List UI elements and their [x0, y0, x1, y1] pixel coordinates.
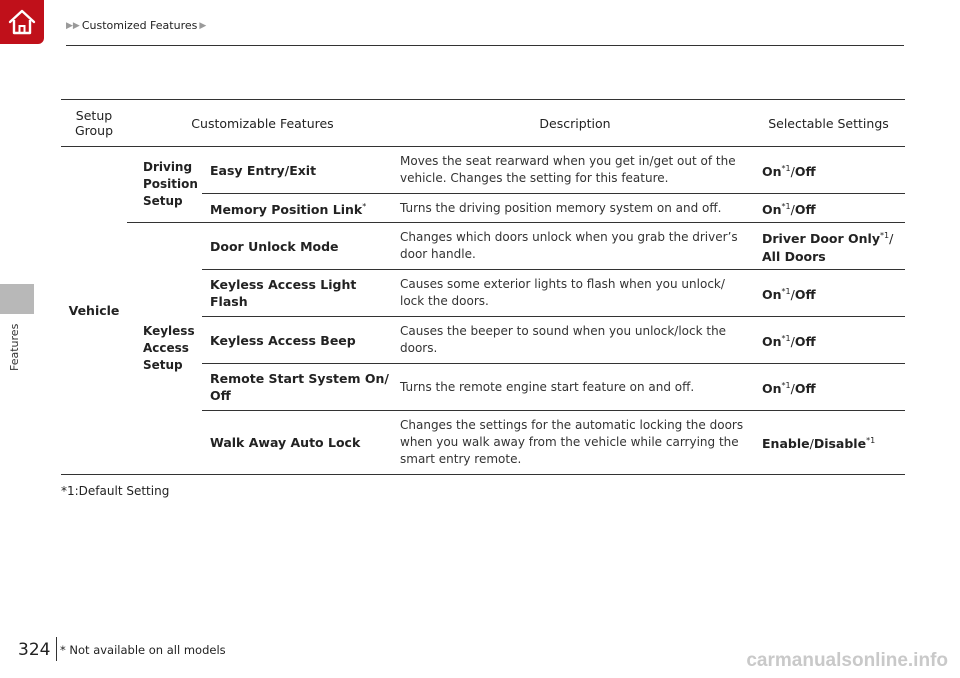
feature-name: Walk Away Auto Lock — [202, 411, 398, 475]
page-number: 324 — [18, 640, 51, 660]
feature-name: Door Unlock Mode — [202, 223, 398, 270]
selectable-settings: Driver Door Only$^{*1}$/ All Doors — [752, 223, 905, 270]
selectable-settings: On$^{*1}$/Off — [752, 364, 905, 411]
default-setting-footnote: *1:Default Setting — [61, 484, 170, 498]
feature-description: Changes the settings for the automatic locking the doors when you walk away from the vehicle while carrying the smart entry remote. — [398, 411, 752, 475]
feature-description: Turns the driving position memory system on and off. — [398, 194, 752, 223]
feature-name: Remote Start System On/ Off — [202, 364, 398, 411]
selectable-settings: Enable/Disable$^{*1}$ — [752, 411, 905, 475]
setup-group-vehicle: Vehicle — [61, 147, 127, 475]
section-label: Features — [8, 323, 21, 371]
breadcrumb — [66, 19, 206, 32]
watermark: carmanualsonline.info — [746, 650, 948, 671]
table-row — [61, 147, 905, 194]
subgroup-keyless-access-setup: Keyless Access Setup — [127, 223, 202, 475]
feature-description: Changes which doors unlock when you grab the driver’s door handle. — [398, 223, 752, 270]
breadcrumb-link[interactable]: Customized Features — [81, 19, 198, 32]
customizable-features-table — [61, 99, 905, 475]
feature-name: Easy Entry/Exit — [202, 147, 398, 194]
selectable-settings: On$^{*1}$/Off — [752, 147, 905, 194]
breadcrumb-arrow-icon: ▶ — [199, 20, 207, 31]
table-header-row — [61, 100, 905, 147]
subgroup-driving-position-setup: Driving Position Setup — [127, 147, 202, 223]
feature-description: Moves the seat rearward when you get in/get out of the vehicle. Changes the setting for this feature. — [398, 147, 752, 194]
feature-name: Keyless Access Beep — [202, 317, 398, 364]
header-description: Description — [398, 100, 752, 147]
header-setup-group: Setup Group — [61, 100, 127, 147]
feature-description: Causes the beeper to sound when you unlock/lock the doors. — [398, 317, 752, 364]
availability-note: * Not available on all models — [60, 643, 226, 657]
header-divider — [66, 45, 904, 46]
settings-table-container — [61, 99, 905, 475]
home-button[interactable] — [0, 0, 44, 44]
table-row — [61, 223, 905, 270]
feature-name: Keyless Access Light Flash — [202, 270, 398, 317]
feature-description: Causes some exterior lights to flash when you unlock/ lock the doors. — [398, 270, 752, 317]
home-icon — [6, 7, 38, 37]
footer-divider — [56, 637, 57, 661]
selectable-settings: On$^{*1}$/Off — [752, 317, 905, 364]
section-tab[interactable] — [0, 284, 34, 314]
selectable-settings: On$^{*1}$/Off — [752, 270, 905, 317]
header-selectable-settings: Selectable Settings — [752, 100, 905, 147]
breadcrumb-arrow-icon: ▶▶ — [66, 20, 80, 31]
feature-name: Memory Position Link* — [202, 194, 398, 223]
header-customizable-features: Customizable Features — [127, 100, 398, 147]
feature-description: Turns the remote engine start feature on and off. — [398, 364, 752, 411]
selectable-settings: On$^{*1}$/Off — [752, 194, 905, 223]
